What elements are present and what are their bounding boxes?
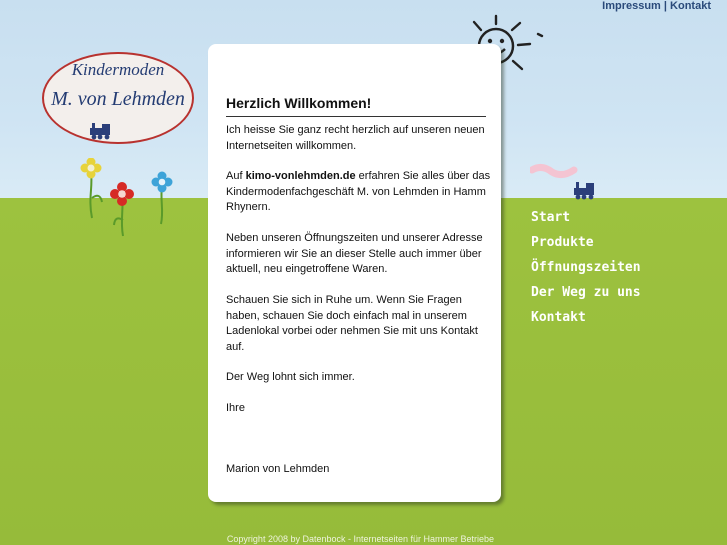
nav-item-produkte[interactable]: Produkte [531,235,594,250]
welcome-paragraph: Ich heisse Sie ganz recht herzlich auf unseren neuen Internetseiten willkommen. [226,124,485,152]
footer [0,534,727,544]
intro-prefix: Auf [226,170,246,182]
nav-item-oeffnungszeiten[interactable]: Öffnungszeiten [531,260,641,275]
steam-train-icon [530,160,600,204]
nav-item-der-weg-zu-uns[interactable]: Der Weg zu uns [531,285,641,300]
copyright-text: Copyright 2008 by Datenbock - Internetseiten für Hammer Betriebe [226,534,495,544]
signature-text: Marion von Lehmden [226,463,330,475]
content-panel [208,44,501,502]
page-title: Herzlich Willkommen! [226,95,486,117]
kontakt-link[interactable]: Kontakt [670,0,711,12]
nav-item-kontakt[interactable]: Kontakt [531,310,586,325]
top-navigation [602,0,711,12]
intro-suffix: erfahren Sie alles über das Kindermodenfachgeschäft M. von Lehmden in Hamm Rhynern. [226,170,491,213]
visit-paragraph: Schauen Sie sich in Ruhe um. Wenn Sie Fragen haben, schauen Sie doch einfach mal in unserem Ladenlokal vorbei oder nehmen Sie mit uns Kontakt auf. [226,294,478,353]
train-icon [88,122,114,140]
info-paragraph: Neben unseren Öffnungszeiten und unserer Adresse informieren wir Sie an dieser Stelle auch immer über aktuell, neu eingetroffene Waren. [226,232,483,275]
flowers-icon [78,158,178,238]
greeting-text: Ihre [226,402,245,414]
impressum-link[interactable]: Impressum [602,0,661,12]
logo[interactable] [42,52,194,144]
intro-paragraph [226,169,494,216]
logo-line-2: M. von Lehmden [51,88,185,110]
side-navigation [531,209,641,334]
nav-item-start[interactable]: Start [531,210,571,225]
closing-paragraph: Der Weg lohnt sich immer. [226,371,355,383]
logo-line-1: Kindermoden [71,60,165,79]
nav-separator: | [663,0,667,12]
domain-name: kimo-vonlehmden.de [245,170,356,182]
